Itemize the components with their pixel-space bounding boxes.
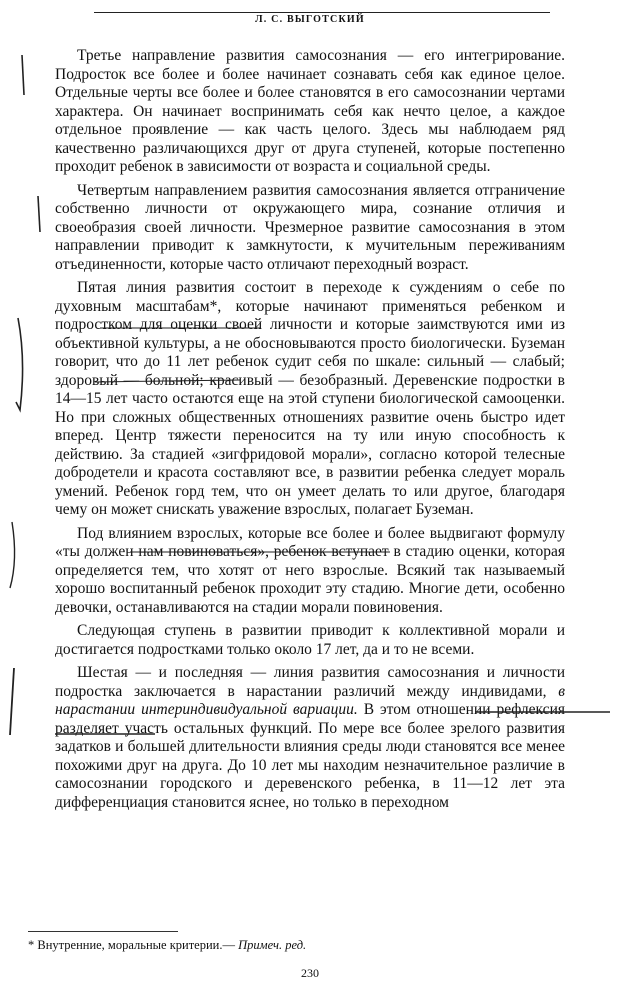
footnote-editor-note: Примеч. ред. bbox=[238, 938, 307, 952]
margin-mark bbox=[22, 55, 24, 95]
paragraph-text: В этом отношении рефлексия разделяет участь остальных функций. По мере все более зрелого развития задатков и большей длительности влияния среды люди становятся все менее похожими друг на друга. До 10 лет мы находим незначительное различие в самосознании городского и деревенского ребенка, в 11—12 лет эта дифференциация становится яснее, но только в переходном bbox=[55, 701, 565, 811]
body-text bbox=[55, 47, 565, 817]
running-head: Л. С. ВЫГОТСКИЙ bbox=[255, 14, 365, 25]
paragraph: Под влиянием взрослых, которые все более и более выдвигают формулу «ты должен нам повиноваться», ребенок вступает в стадию оценки, которая определяется тем, что хотят от него взрослые. Всякий так называемый хорошо воспитанный ребенок проходит эту стадию. Многие дети, особенно девочки, останавливаются на стадии морали повиновения. bbox=[55, 524, 565, 616]
paragraph: Четвертым направлением развития самосознания является отграничение собственно личности от окружающего мира, сознание отличия и своеобразия своей личности. Чрезмерное развитие самосознания в этом направлении приводит к замкнутости, к мучительным переживаниям отъединенности, которые часто отличают переходный возраст. bbox=[55, 181, 565, 273]
header-rule bbox=[94, 12, 550, 13]
footnote bbox=[28, 937, 568, 953]
footnote-rule bbox=[28, 931, 178, 932]
margin-mark bbox=[16, 318, 23, 410]
paragraph: Третье направление развития самосознания — его интегрирование. Подросток все более и более начинает сознавать себя как единое целое. Отдельные черты все более и более становятся в его самосознании чертами характера. Он начинает воспринимать себя как нечто целое, а каждое отдельное проявление — как часть целого. Здесь мы наблюдаем ряд качественно различающихся друг от друга ступеней, которые постепенно проходит ребенок в зависимости от возраста и социальной среды. bbox=[55, 47, 565, 175]
page-number: 230 bbox=[301, 966, 319, 980]
margin-mark bbox=[10, 668, 14, 735]
paragraph: Пятая линия развития состоит в переходе к суждениям о себе по духовным масштабам*, которые начинают применяться ребенком и подростком для оценки своей личности и которые заимствуются ими из объективной культуры, а не обосновываются просто биологически. Буземан говорит, что до 11 лет ребенок судит себя по шкале: сильный — слабый; здоровый — больной; красивый — безобразный. Деревенские подростки в 14—15 лет часто остаются еще на этой ступени биологической самооценки. Но при сложных общественных отношениях развитие очень быстро идет вперед. Центр тяжести переносится на ту или иную способность к действию. За стадией «зигфридовой морали», согласно которой телесные добродетели и красота составляют все, в развитии ребенка следует мораль умений. Ребенок горд тем, что он умеет делать то или другое, благодаря чему он может снискать уважение взрослых, полагает Буземан. bbox=[55, 279, 565, 518]
emphasis-text: в нарастании интериндивидуальной вариации. bbox=[55, 682, 565, 718]
margin-mark bbox=[38, 196, 40, 232]
paragraph bbox=[55, 664, 565, 812]
margin-mark bbox=[10, 522, 15, 588]
footnote-text: * Внутренние, моральные критерии.— bbox=[28, 938, 239, 952]
paragraph-text: Шестая — и последняя — линия развития самосознания и личности подростка заключается в нарастании различий между индивидами, bbox=[55, 664, 565, 700]
paragraph: Следующая ступень в развитии приводит к коллективной морали и достигается подростками только около 17 лет, да и то не всеми. bbox=[55, 622, 565, 658]
